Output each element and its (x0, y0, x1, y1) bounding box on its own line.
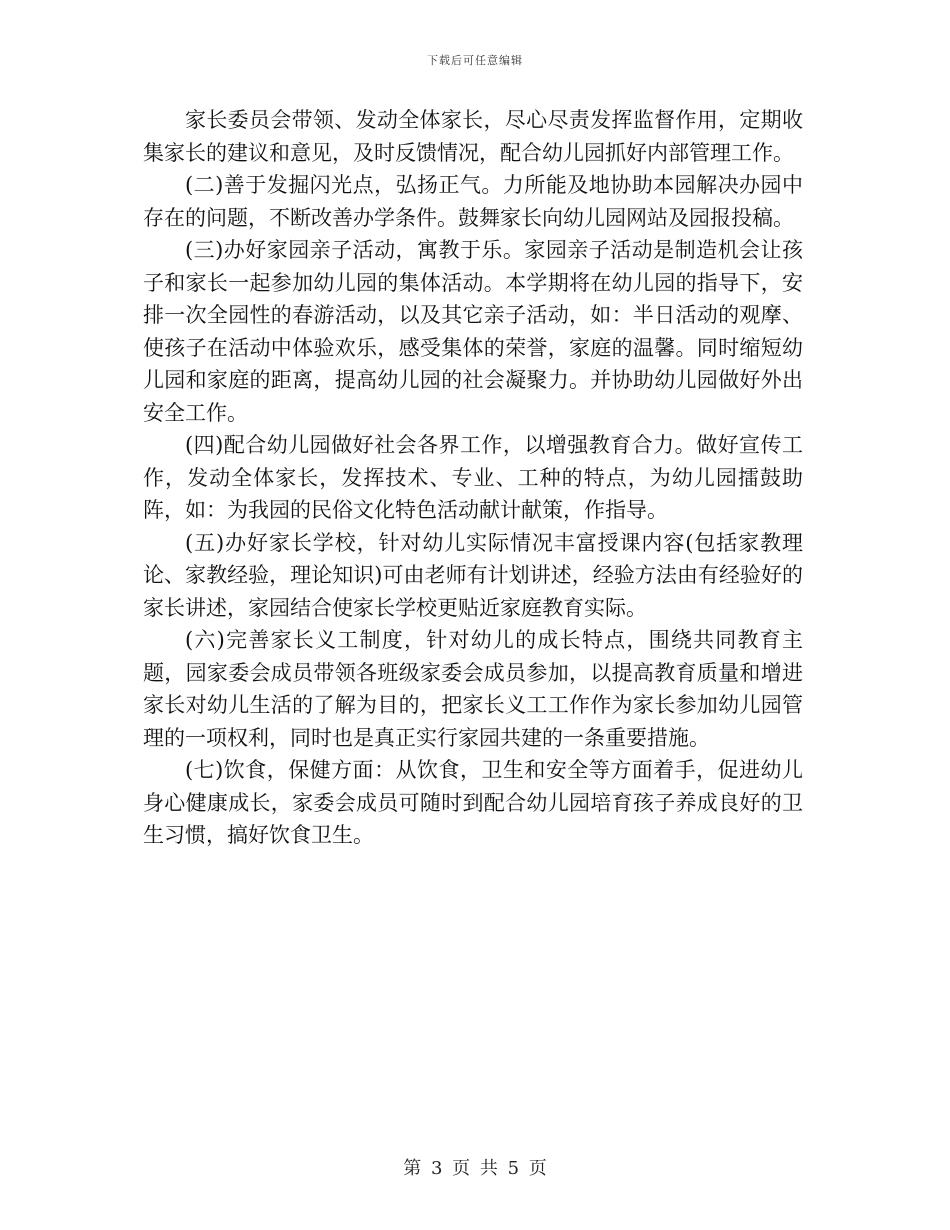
paragraph-item-6: (六)完善家长义工制度，针对幼儿的成长特点，围绕共同教育主题，园家委会成员带领各班级家委会成员参加，以提高教育质量和增进家长对幼儿生活的了解为目的，把家长义工工作作为家长参加幼儿园管理的一项权利，同时也是真正实行家园共建的一条重要措施。 (143, 628, 803, 750)
paragraph-item-2: (二)善于发掘闪光点，弘扬正气。力所能及地协助本园解决办园中存在的问题，不断改善办学条件。鼓舞家长向幼儿园网站及园报投稿。 (143, 173, 803, 230)
page-header: 下载后可任意编辑 (427, 54, 523, 67)
body-text (143, 104, 803, 852)
paragraph-item-5: (五)办好家长学校，针对幼儿实际情况丰富授课内容(包括家教理论、家教经验，理论知识)可由老师有计划讲述，经验方法由有经验好的家长讲述，家园结合使家长学校更贴近家庭教育实际。 (143, 530, 803, 620)
paragraph-item-3: (三)办好家园亲子活动，寓教于乐。家园亲子活动是制造机会让孩子和家长一起参加幼儿园的集体活动。本学期将在幼儿园的指导下，安排一次全园性的春游活动，以及其它亲子活动，如：半日活动的观摩、使孩子在活动中体验欢乐，感受集体的荣誉，家庭的温馨。同时缩短幼儿园和家庭的距离，提高幼儿园的社会凝聚力。并协助幼儿园做好外出安全工作。 (143, 238, 803, 425)
paragraph-intro: 家长委员会带领、发动全体家长，尽心尽责发挥监督作用，定期收集家长的建议和意见，及时反馈情况，配合幼儿园抓好内部管理工作。 (143, 108, 803, 165)
page-number-footer: 第 3 页 共 5 页 (403, 1158, 547, 1179)
paragraph-item-7: (七)饮食，保健方面：从饮食，卫生和安全等方面着手，促进幼儿身心健康成长，家委会成员可随时到配合幼儿园培育孩子养成良好的卫生习惯，搞好饮食卫生。 (143, 758, 803, 847)
paragraph-item-4: (四)配合幼儿园做好社会各界工作，以增强教育合力。做好宣传工作，发动全体家长，发挥技术、专业、工种的特点，为幼儿园擂鼓助阵，如：为我园的民俗文化特色活动献计献策，作指导。 (143, 433, 803, 522)
